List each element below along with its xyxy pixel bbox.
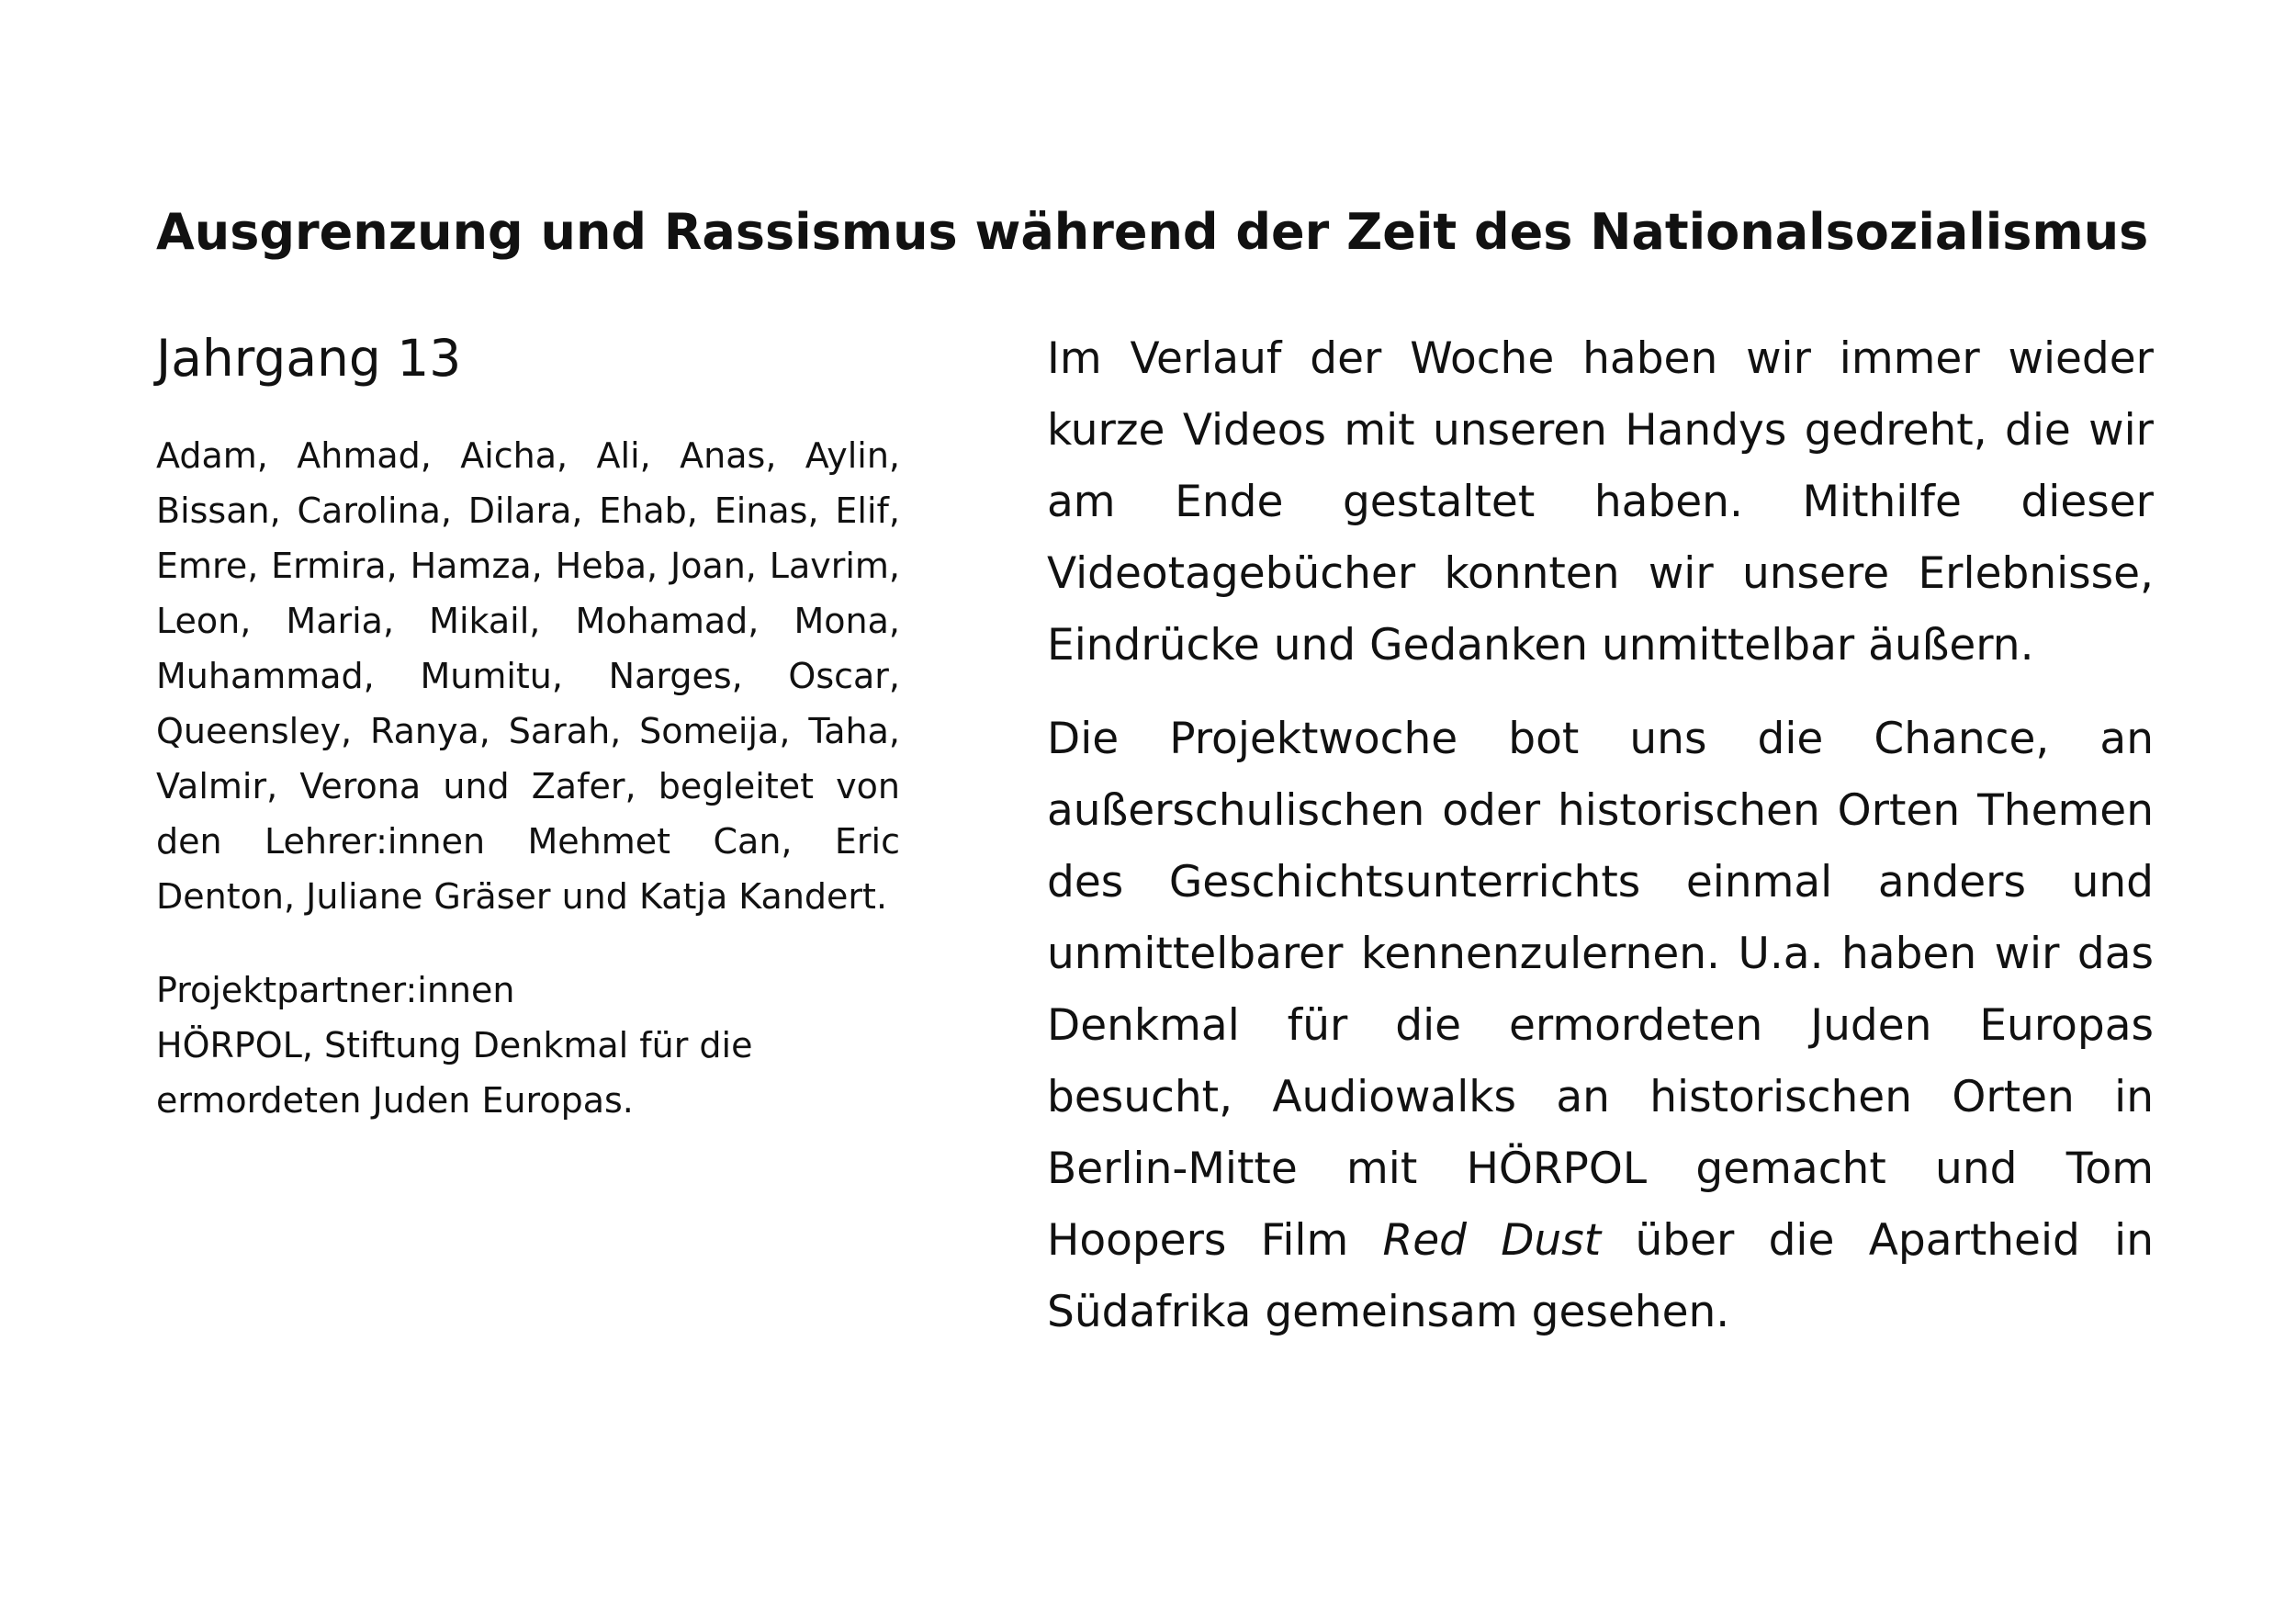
paragraph-videos: Im Verlauf der Woche haben wir immer wieder kurze Videos mit unseren Handys gedreht, die wir am Ende gestaltet haben. Mithilfe dieser Videotagebücher konnten wir unsere Erlebnisse, Eindrücke und Gedanken unmittelbar äußern. (1047, 333, 2154, 671)
class-heading: Jahrgang 13 (156, 329, 462, 388)
paragraph-project-week-text: Die Projektwoche bot uns die Chance, an außerschulischen oder historischen Orten Themen des Geschichtsunterrichts einmal anders und unmittelbarer kennenzulernen. U.a. haben wir das Denkmal für die ermordeten Juden Europas besucht, Audiowalks an historischen Orten in Berlin-Mitte mit HÖRPOL gemacht und Tom Hoopers Film (1047, 714, 2154, 1266)
partners-text: HÖRPOL, Stiftung Denkmal für die ermordeten Juden Europas. (156, 1025, 753, 1121)
film-title: Red Dust (1382, 1215, 1602, 1266)
page-title: Ausgrenzung und Rassismus während der Zeit des Nationalsozialismus (156, 203, 2149, 261)
partners-label: Projektpartner:innen (156, 970, 515, 1010)
right-column (1047, 323, 2154, 1348)
left-column (156, 323, 900, 1128)
paragraph-project-week (1047, 704, 2154, 1348)
paragraph-project-week-end: über die Apartheid in Südafrika gemeinsam gesehen. (1047, 1215, 2154, 1337)
project-partners (156, 963, 900, 1128)
participants-list: Adam, Ahmad, Aicha, Ali, Anas, Aylin, Bissan, Carolina, Dilara, Ehab, Einas, Elif, Emre, Ermira, Hamza, Heba, Joan, Lavrim, Leon, Maria, Mikail, Mohamad, Mona, Muhammad, Mumitu, Narges, Oscar, Queensley, Ranya, Sarah, Someija, Taha, Valmir, Verona und Zafer, begleitet von den Lehrer:innen Mehmet Can, Eric Denton, Juliane Gräser und Katja Kandert. (156, 435, 900, 917)
